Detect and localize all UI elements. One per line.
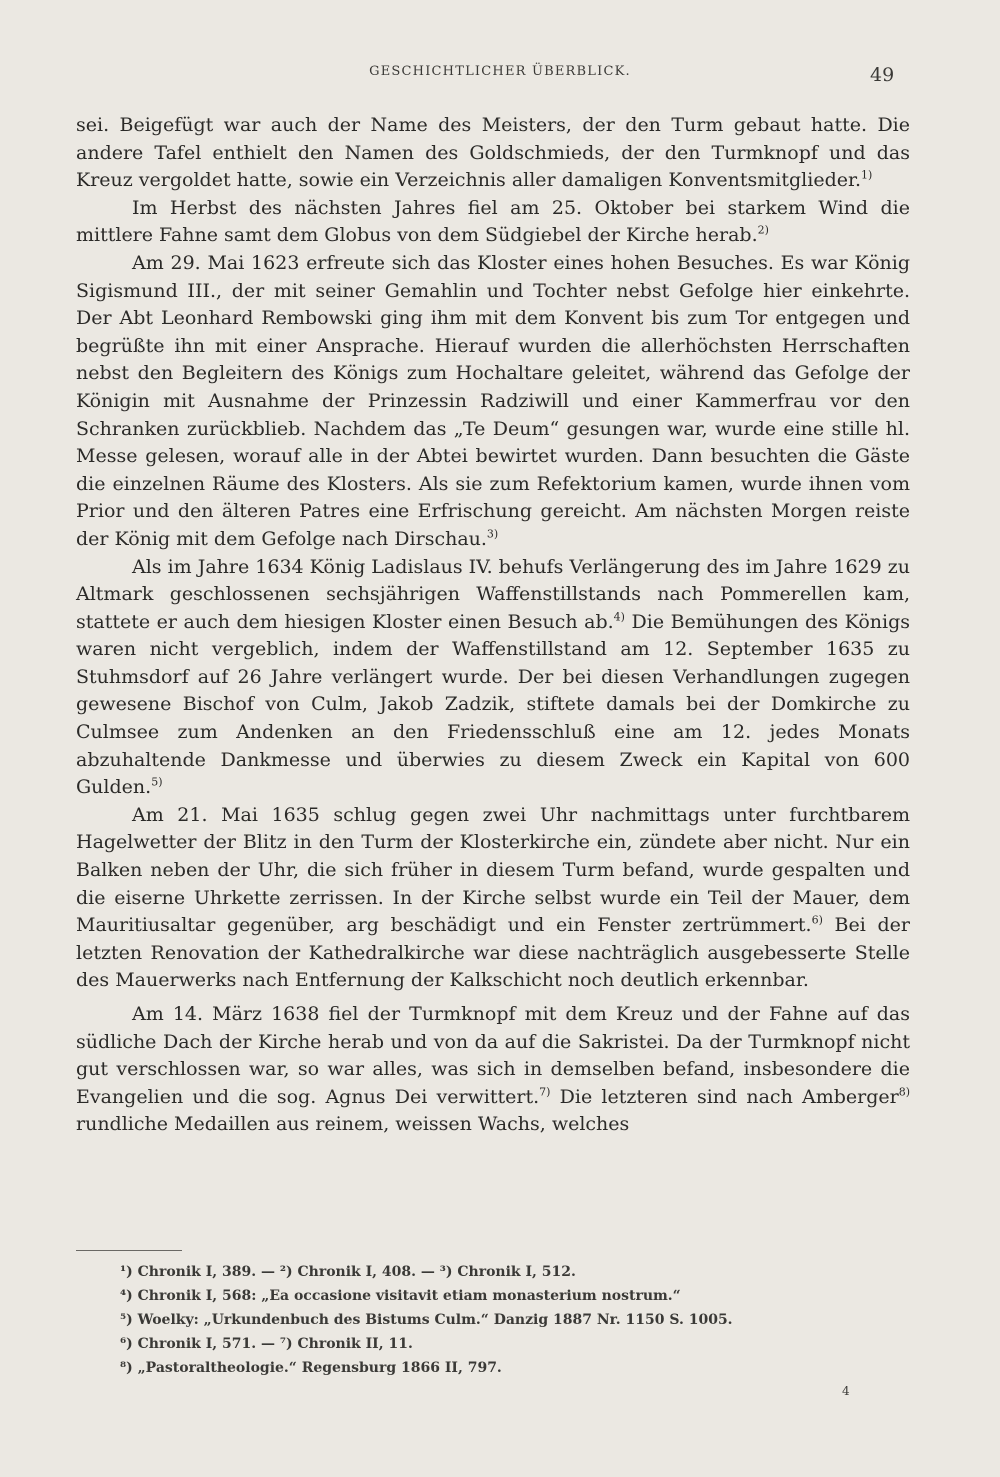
footnotes — [120, 1260, 910, 1380]
footnote-ref: 1) — [861, 168, 873, 182]
paragraph-text: Im Herbst des nächsten Jahres fiel am 25. Oktober bei starkem Wind die mittlere Fahne samt dem Globus von dem Südgiebel der Kirche herab. — [76, 196, 910, 247]
footnote-line: ⁶) Chronik I, 571. — ⁷) Chronik II, 11. — [120, 1336, 413, 1352]
paragraph — [76, 802, 910, 995]
paragraph-text: Bei der letzten Renovation der Kathedralkirche war diese nachträglich ausgebesserte Stelle des Mauerwerks nach Entfernung der Kalkschicht noch deutlich erkennbar. — [76, 914, 910, 992]
paragraph-text: Die letzteren sind nach Amberger — [550, 1085, 899, 1108]
footnote-line: ⁸) „Pastoraltheologie.“ Regensburg 1866 II, 797. — [120, 1360, 502, 1376]
paragraph-text: Am 14. März 1638 fiel der Turmknopf mit dem Kreuz und der Fahne auf das südliche Dach der Kirche herab und von da auf die Sakristei. Da der Turmknopf nicht gut verschlossen war, so war alles, was sich in demselben befand, insbesondere die Evangelien und die sog. Agnus Dei verwittert. — [76, 1003, 910, 1108]
footnote-ref: 2) — [757, 224, 769, 238]
paragraph-text: Als im Jahre 1634 König Ladislaus IV. behufs Verlängerung des im Jahre 1629 zu Altmark geschlossenen sechsjährigen Waffenstillstands nach Pommerellen kam, stattete er auch dem hiesigen Kloster einen Besuch ab. — [76, 555, 910, 633]
paragraph — [76, 250, 910, 554]
paragraph — [76, 195, 910, 250]
footnote-line: ⁵) Woelky: „Urkundenbuch des Bistums Culm.“ Danzig 1887 Nr. 1150 S. 1005. — [120, 1312, 733, 1328]
footnote-line: ¹) Chronik I, 389. — ²) Chronik I, 408. — ³) Chronik I, 512. — [120, 1264, 576, 1280]
paragraph-text: sei. Beigefügt war auch der Name des Meisters, der den Turm gebaut hatte. Die andere Tafel enthielt den Namen des Goldschmieds, der den Turmknopf und das Kreuz vergoldet hatte, sowie ein Verzeichnis aller damaligen Konventsmitglieder. — [76, 114, 910, 192]
footnote-ref: 7) — [539, 1085, 551, 1099]
footnote-ref: 3) — [486, 527, 499, 541]
running-title: GESCHICHTLICHER ÜBERBLICK. — [369, 64, 631, 79]
footnote-line: ⁴) Chronik I, 568: „Ea occasione visitavit etiam monasterium nostrum.“ — [120, 1288, 681, 1304]
paragraph-text: Am 29. Mai 1623 erfreute sich das Kloster eines hohen Besuches. Es war König Sigismund III., der mit seiner Gemahlin und Tochter nebst Gefolge hier einkehrte. Der Abt Leonhard Rembowski ging ihm mit dem Konvent bis zum Tor entgegen und begrüßte ihn mit einer Ansprache. Hierauf wurden die allerhöchsten Herrschaften nebst den Begleitern des Königs zum Hochaltare geleitet, während das Gefolge der Königin mit Ausnahme der Prinzessin Radziwill und einer Kammerfrau vor den Schranken zurückblieb. Nachdem das „Te Deum“ gesungen war, wurde eine stille hl. Messe gelesen, worauf alle in der Abtei bewirtet wurden. Dann besuchten die Gäste die einzelnen Räume des Klosters. Als sie zum Refektorium kamen, wurde ihnen vom Prior und den älteren Patres eine Erfrischung gereicht. Am nächsten Morgen reiste der König mit dem Gefolge nach Dirschau. — [76, 251, 910, 550]
paragraph-text: Am 21. Mai 1635 schlug gegen zwei Uhr nachmittags unter furchtbarem Hagelwetter der Blitz in den Turm der Klosterkirche ein, zündete aber nicht. Nur ein Balken neben der Uhr, die sich früher in diesem Turm befand, wurde gespalten und die eiserne Uhrkette zerrissen. In der Kirche selbst wurde ein Teil der Mauer, dem Mauritiusaltar gegenüber, arg beschädigt und ein Fenster zertrümmert. — [76, 803, 910, 937]
paragraph-text: Die Bemühungen des Königs waren nicht vergeblich, indem der Waffenstillstand am 12. September 1635 zu Stuhmsdorf auf 26 Jahre verlängert wurde. Der bei diesen Verhandlungen zugegen gewesene Bischof von Culm, Jakob Zadzik, stiftete damals bei der Domkirche zu Culmsee zum Andenken an den Friedensschluß eine am 12. jedes Monats abzuhaltende Dankmesse und überwies zu diesem Zweck ein Kapital von 600 Gulden. — [76, 610, 910, 799]
page-number: 49 — [870, 64, 895, 86]
paragraph — [76, 554, 910, 802]
paragraph — [76, 1001, 910, 1139]
body-text — [76, 112, 910, 1139]
signature-mark: 4 — [842, 1384, 850, 1398]
footnote-ref: 5) — [151, 775, 163, 789]
paragraph — [76, 112, 910, 195]
paragraph-text: rundliche Medaillen aus reinem, weissen Wachs, welches — [76, 1113, 630, 1136]
footnote-divider — [76, 1250, 182, 1251]
footnote-ref: 6) — [811, 913, 823, 927]
footnote-ref: 8) — [898, 1085, 911, 1099]
footnote-ref: 4) — [613, 610, 625, 624]
